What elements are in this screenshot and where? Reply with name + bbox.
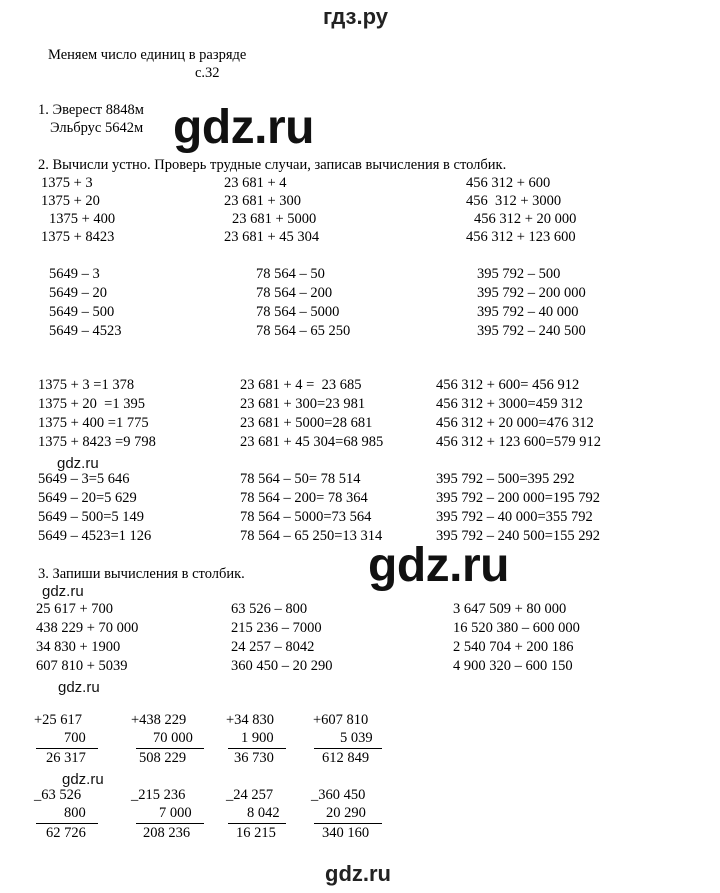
task2-expr: 78 564 – 50 [256, 266, 325, 282]
task2-expr: 23 681 + 4 [224, 175, 287, 191]
task2-expr: 5649 – 4523 [49, 323, 122, 339]
task1-line2: Эльбрус 5642м [50, 120, 144, 136]
column-top: _360 450 [311, 787, 366, 803]
column-bottom: 7 000 [159, 805, 192, 821]
task2-expr: 395 792 – 240 500 [477, 323, 586, 339]
column-top: _215 236 [131, 787, 186, 803]
task2-answer: 5649 – 4523=1 126 [38, 528, 152, 544]
task2-expr: 395 792 – 40 000 [477, 304, 579, 320]
task1-line1: 1. Эверест 8848м [38, 102, 144, 118]
task2-answer: 5649 – 3=5 646 [38, 471, 130, 487]
task2-answer: 23 681 + 5000=28 681 [240, 415, 373, 431]
column-result: 508 229 [139, 750, 187, 766]
column-result: 16 215 [236, 825, 276, 841]
column-result: 26 317 [46, 750, 86, 766]
task2-answer: 395 792 – 40 000=355 792 [436, 509, 593, 525]
task2-answer: 78 564 – 65 250=13 314 [240, 528, 383, 544]
column-bottom: 5 039 [340, 730, 373, 746]
task2-answer: 395 792 – 240 500=155 292 [436, 528, 601, 544]
task3-expr: 3 647 509 + 80 000 [453, 601, 567, 617]
task2-expr: 395 792 – 500 [477, 266, 561, 282]
task3-heading: 3. Запиши вычисления в столбик. [38, 566, 245, 582]
task2-answer: 78 564 – 200= 78 364 [240, 490, 368, 506]
column-top: _24 257 [226, 787, 274, 803]
task2-expr: 1375 + 400 [49, 211, 116, 227]
task2-expr: 456 312 + 600 [466, 175, 551, 191]
task2-answer: 395 792 – 500=395 292 [436, 471, 575, 487]
watermark-logo: gdz.ru [173, 101, 314, 154]
task2-expr: 78 564 – 5000 [256, 304, 340, 320]
column-result: 340 160 [322, 825, 370, 841]
site-title[interactable]: гдз.ру [323, 4, 388, 29]
task2-answer: 5649 – 20=5 629 [38, 490, 137, 506]
task2-answer: 23 681 + 45 304=68 985 [240, 434, 384, 450]
page-number: с.32 [195, 65, 220, 81]
task2-expr: 23 681 + 300 [224, 193, 302, 209]
column-bottom: 800 [64, 805, 86, 821]
watermark-small: gdz.ru [42, 583, 84, 600]
task2-expr: 23 681 + 45 304 [224, 229, 320, 245]
task2-answer: 456 312 + 123 600=579 912 [436, 434, 601, 450]
column-bottom: 700 [64, 730, 86, 746]
column-bottom: 70 000 [153, 730, 193, 746]
task3-expr: 360 450 – 20 290 [231, 658, 333, 674]
task2-expr: 456 312 + 3000 [466, 193, 562, 209]
column-result: 62 726 [46, 825, 86, 841]
column-top: +607 810 [313, 712, 369, 728]
task2-answer: 1375 + 8423 =9 798 [38, 434, 156, 450]
task2-answer: 1375 + 3 =1 378 [38, 377, 135, 393]
column-result: 36 730 [234, 750, 274, 766]
task3-expr: 215 236 – 7000 [231, 620, 322, 636]
task2-answer: 1375 + 20 =1 395 [38, 396, 145, 412]
column-top: +25 617 [34, 712, 83, 728]
task2-expr: 456 312 + 20 000 [474, 211, 577, 227]
task2-answer: 23 681 + 4 = 23 685 [240, 377, 362, 393]
task2-expr: 5649 – 3 [49, 266, 100, 282]
task2-answer: 1375 + 400 =1 775 [38, 415, 149, 431]
column-top: +34 830 [226, 712, 275, 728]
watermark-bottom: gdz.ru [325, 861, 391, 886]
task2-expr: 5649 – 500 [49, 304, 115, 320]
watermark-small: gdz.ru [58, 679, 100, 696]
task2-expr: 1375 + 3 [41, 175, 93, 191]
task2-heading: 2. Вычисли устно. Проверь трудные случаи, записав вычисления в столбик. [38, 157, 507, 173]
task2-expr: 78 564 – 65 250 [256, 323, 351, 339]
task2-expr: 395 792 – 200 000 [477, 285, 586, 301]
task2-expr: 1375 + 8423 [41, 229, 115, 245]
task2-answer: 5649 – 500=5 149 [38, 509, 145, 525]
task2-answer: 78 564 – 50= 78 514 [240, 471, 361, 487]
task3-expr: 25 617 + 700 [36, 601, 114, 617]
watermark-logo: gdz.ru [368, 539, 509, 592]
task3-expr: 16 520 380 – 600 000 [453, 620, 580, 636]
task2-answer: 78 564 – 5000=73 564 [240, 509, 372, 525]
task2-expr: 23 681 + 5000 [232, 211, 317, 227]
task2-expr: 456 312 + 123 600 [466, 229, 576, 245]
watermark-small: gdz.ru [62, 771, 104, 788]
task3-expr: 2 540 704 + 200 186 [453, 639, 574, 655]
task3-expr: 438 229 + 70 000 [36, 620, 139, 636]
column-top: _63 526 [34, 787, 82, 803]
column-bottom: 20 290 [326, 805, 366, 821]
column-bottom: 8 042 [247, 805, 280, 821]
lesson-topic: Меняем число единиц в разряде [48, 47, 247, 63]
task3-expr: 607 810 + 5039 [36, 658, 128, 674]
task2-answer: 456 312 + 3000=459 312 [436, 396, 583, 412]
task2-expr: 5649 – 20 [49, 285, 107, 301]
task2-answer: 456 312 + 20 000=476 312 [436, 415, 594, 431]
task2-answer: 23 681 + 300=23 981 [240, 396, 366, 412]
task3-expr: 63 526 – 800 [231, 601, 308, 617]
task2-expr: 78 564 – 200 [256, 285, 333, 301]
task3-expr: 4 900 320 – 600 150 [453, 658, 573, 674]
task3-expr: 24 257 – 8042 [231, 639, 315, 655]
watermark-small: gdz.ru [57, 455, 99, 472]
task3-expr: 34 830 + 1900 [36, 639, 121, 655]
task2-expr: 1375 + 20 [41, 193, 100, 209]
column-bottom: 1 900 [241, 730, 274, 746]
column-result: 208 236 [143, 825, 191, 841]
task2-answer: 395 792 – 200 000=195 792 [436, 490, 601, 506]
task2-answer: 456 312 + 600= 456 912 [436, 377, 580, 393]
column-top: +438 229 [131, 712, 187, 728]
column-result: 612 849 [322, 750, 370, 766]
